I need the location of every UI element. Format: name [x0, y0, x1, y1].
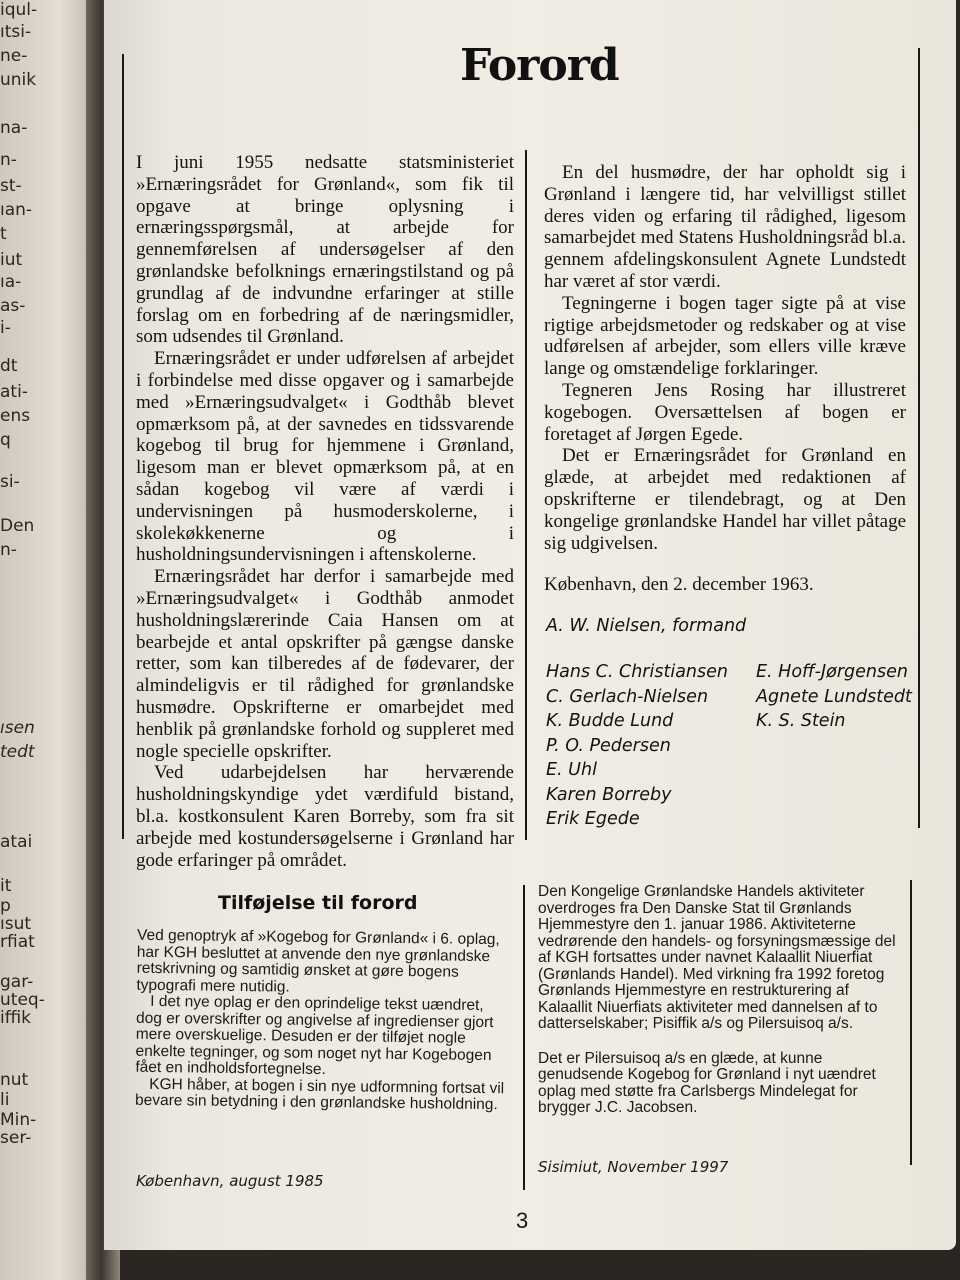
- paragraph: Ved udarbejdelsen har herværende husholdningskyndige ydet værdifuld bistand, bl.a. kostkonsulent Karen Borreby, som fra sit arbejde med kostundersøgelserne i Grønland har gode erfaringer på området.: [136, 762, 514, 871]
- rule-center-top: [525, 150, 527, 840]
- facing-page-fragment: ıa-: [0, 272, 22, 292]
- facing-page-fragment: na-: [0, 118, 28, 138]
- facing-page-fragment: q: [0, 430, 11, 450]
- facing-page-fragment: tedt: [0, 742, 35, 762]
- signatory: P. O. Pedersen: [546, 735, 671, 756]
- rule-right-top: [918, 48, 920, 828]
- paragraph: I det nye oplag er den oprindelige tekst uændret, dog er overskrifter og angivelse af ingredienser gjort mere overskuelige. Desuden er der tilføjet nogle enkelte tegninger, og som noget nyt har Kogebogen fået en indholdsfortegnelse.: [135, 992, 494, 1079]
- facing-page-fragment: Min-: [0, 1110, 37, 1130]
- facing-page-fragment: si-: [0, 472, 20, 492]
- facing-page-fragment: n-: [0, 540, 17, 560]
- paragraph: I juni 1955 nedsatte statsministeriet »Ernæringsrådet for Grønland«, som fik til opgave at bringe oplysning i ernæringsspørgsmål, at arbejde for gennemførelsen af undersøgelser af den grønlandske befolknings ernæringstilstand og på grundlag af de indvundne erfaringer at stille forslag om en forbedring af de næringsmidler, som udsendes til Grønland.: [136, 152, 514, 348]
- facing-page-fragment: gar-: [0, 972, 34, 992]
- paragraph: Den Kongelige Grønlandske Handels aktiviteter overdroges fra Den Danske Stat til Grønlands Hjemmestyre den 1. januar 1986. Aktiviteterne vedrørende den handels- og forsyningsmæssige del af KGH fortsattes under navnet Kalaallit Niuerfiat (Grønlands Handel). Med virkning fra 1992 foretog Grønlands Hjemmestyre en restrukturering af Kalaallit Niuerfiats aktiviteter med dannelsen af to datterselskaber; Pisiffik a/s og Pilersuisoq a/s.: [538, 883, 896, 1032]
- facing-page-fragment: iffik: [0, 1008, 32, 1028]
- facing-page-fragment: iut: [0, 250, 23, 270]
- facing-page-fragment: ne-: [0, 46, 28, 66]
- addendum-text: [135, 928, 509, 1114]
- signatory: Karen Borreby: [546, 784, 672, 805]
- chairman: A. W. Nielsen, formand: [546, 616, 747, 636]
- facing-page-fragment: iqul-: [0, 0, 38, 20]
- facing-page-fragment: i-: [0, 318, 11, 338]
- signatories: [546, 616, 916, 836]
- book-page: [104, 0, 956, 1250]
- signatory: E. Uhl: [546, 760, 597, 780]
- paragraph: KGH håber, at bogen i sin nye udformning fortsat vil bevare sin betydning i den grønlandske husholdning.: [134, 1075, 505, 1114]
- facing-page-fragment: rfiat: [0, 932, 35, 952]
- signatory: E. Hoff-Jørgensen: [756, 662, 908, 682]
- foreword-left-column: [136, 152, 514, 871]
- paragraph: Tegningerne i bogen tager sigte på at vise rigtige arbejdsmetoder og redskaber og at vise udførelsen af arbejder, som ellers ville kræve lange og omstændelige forklaringer.: [544, 292, 906, 380]
- facing-page-fragment: atai: [0, 832, 33, 852]
- rule-right-bottom: [910, 880, 912, 1165]
- signatory: C. Gerlach-Nielsen: [546, 686, 709, 707]
- signatory: Hans C. Christiansen: [546, 662, 728, 682]
- paragraph: Tegneren Jens Rosing har illustreret kogebogen. Oversættelsen af bogen er foretaget af Jørgen Egede.: [544, 379, 906, 445]
- rule-center-bottom: [523, 885, 525, 1190]
- foreword-right-column: [544, 162, 906, 596]
- rule-left-top: [122, 54, 124, 839]
- signatory: Agnete Lundstedt: [756, 686, 912, 707]
- facing-page-fragment: nut: [0, 1070, 29, 1090]
- facing-page-fragment: st-: [0, 176, 22, 196]
- signatory: Erik Egede: [546, 809, 640, 829]
- signatory: K. S. Stein: [756, 711, 846, 731]
- facing-page: [0, 0, 100, 1280]
- facing-page-fragment: ısen: [0, 718, 35, 738]
- paragraph: Ernæringsrådet har derfor i samarbejde med »Ernæringsudvalget« i Godthåb anmodet husholdningslærerinde Caia Hansen om at bearbejde et antal opskrifter på gængse danske retter, som kan tilberedes af de fødevarer, der almindeligvis er til rådighed for grønlandske husmødre. Opskrifterne er omarbejdet med henblik på grønlandske forhold og suppleret med nogle specielle opskrifter.: [136, 566, 514, 762]
- facing-page-fragment: t: [0, 224, 7, 244]
- facing-page-fragment: as-: [0, 296, 26, 316]
- facing-page-fragment: ati-: [0, 382, 28, 402]
- facing-page-fragment: n-: [0, 150, 17, 170]
- paragraph: Ernæringsrådet er under udførelsen af arbejdet i forbindelse med disse opgaver og i samarbejde med »Ernæringsudvalget« i Godthåb blevet opmærksom på, at der savnedes en tidssvarende kogebog til brug for hjemmene i Grønland, ligesom man er blevet opmærksom på, at en sådan kogebog vil være af værdi i undervisningen på husmoderskolerne, i skolekøkkenerne og i husholdningsundervisningen i aftenskolerne.: [136, 348, 514, 566]
- facing-page-fragment: it: [0, 876, 12, 896]
- page-title: Forord: [460, 40, 619, 91]
- facing-page-fragment: Den: [0, 516, 35, 536]
- page-number: 3: [516, 1208, 529, 1233]
- facing-page-fragment: ıan-: [0, 200, 33, 220]
- addendum-date: København, august 1985: [136, 1172, 324, 1190]
- facing-page-fragment: p: [0, 896, 11, 916]
- place-and-date: København, den 2. december 1963.: [544, 574, 814, 596]
- facing-page-fragment: unik: [0, 70, 37, 90]
- facing-page-fragment: ser-: [0, 1128, 32, 1148]
- paragraph: Det er Ernæringsrådet for Grønland en glæde, at arbejdet med redaktionen af opskrifterne er tilendebragt, og at Den kongelige grønlandske Handel har villet påtage sig udgivelsen.: [544, 445, 906, 554]
- facing-page-fragment: dt: [0, 356, 18, 376]
- facing-page-fragment: li: [0, 1090, 10, 1110]
- facing-page-fragment: ısut: [0, 914, 32, 934]
- paragraph: Ved genoptryk af »Kogebog for Grønland« i 6. oplag, har KGH besluttet at anvende den nye grønlandske retskrivning og samtidig ønsket at gøre bogens typografi mere nutidig.: [136, 926, 500, 996]
- facing-page-fragment: ens: [0, 406, 31, 426]
- addendum-title: Tilføjelse til forord: [218, 892, 418, 914]
- paragraph: En del husmødre, der har opholdt sig i Grønland i længere tid, har velvilligst stillet deres viden og erfaring til rådighed, ligesom samarbejdet med Statens Husholdningsråd bl.a. gennem afdelingskonsulent Agnete Lundstedt har været af stor værdi.: [544, 162, 906, 292]
- note-1997-text: [538, 884, 900, 1117]
- facing-page-fragment: ıtsi-: [0, 22, 32, 42]
- note-1997-date: Sisimiut, November 1997: [538, 1158, 729, 1176]
- facing-page-fragment: uteq-: [0, 990, 45, 1010]
- signatory: K. Budde Lund: [546, 711, 674, 731]
- paragraph: Det er Pilersuisoq a/s en glæde, at kunne genudsende Kogebog for Grønland i nyt uændret oplag med støtte fra Carlsbergs Mindelegat for brygger J.C. Jacobsen.: [538, 1049, 876, 1116]
